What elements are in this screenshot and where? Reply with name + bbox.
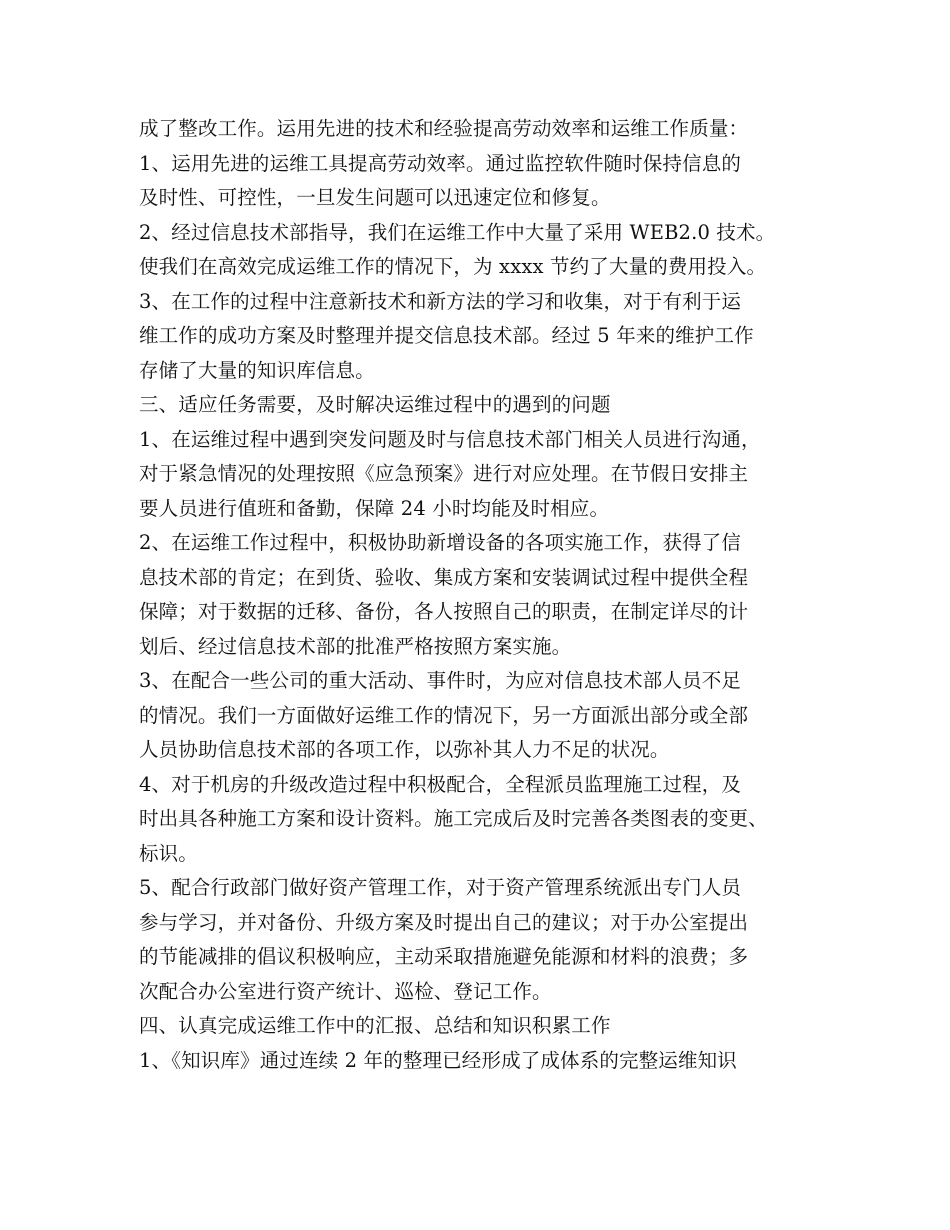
text-line: 对于紧急情况的处理按照《应急预案》进行对应处理。在节假日安排主 (139, 462, 749, 485)
text-line: 存储了大量的知识库信息。 (139, 358, 375, 382)
text-line: 人员协助信息技术部的各项工作，以弥补其人力不足的状况。 (139, 738, 670, 761)
text-line: 要人员进行值班和备勤，保障 24 小时均能及时相应。 (139, 496, 610, 520)
section-heading: 三、适应任务需要，及时解决运维过程中的遇到的问题 (139, 393, 611, 416)
text-line: 3、在工作的过程中注意新技术和新方法的学习和收集，对于有利于运 (139, 289, 742, 313)
text-line: 3、在配合一些公司的重大活动、事件时，为应对信息技术部人员不足 (139, 669, 742, 692)
text-line: 维工作的成功方案及时整理并提交信息技术部。经过 5 年来的维护工作 (139, 324, 754, 347)
text-line: 及时性、可控性，一旦发生问题可以迅速定位和修复。 (139, 186, 611, 209)
text-line: 参与学习，并对备份、升级方案及时提出自己的建议；对于办公室提出 (139, 910, 749, 934)
text-line: 的情况。我们一方面做好运维工作的情况下，另一方面派出部分或全部 (139, 703, 749, 727)
text-line: 2、经过信息技术部指导，我们在运维工作中大量了采用 WEB2.0 技术。 (139, 220, 776, 244)
text-line: 保障；对于数据的迁移、备份，各人按照自己的职责，在制定详尽的计 (139, 600, 749, 623)
text-line: 4、对于机房的升级改造过程中积极配合，全程派员监理施工过程，及 (139, 772, 742, 796)
document-body (139, 112, 819, 1078)
text-line: 5、配合行政部门做好资产管理工作，对于资产管理系统派出专门人员 (139, 876, 742, 899)
text-line: 使我们在高效完成运维工作的情况下，为 xxxx 节约了大量的费用投入。 (139, 255, 767, 278)
text-line: 1、在运维过程中遇到突发问题及时与信息技术部门相关人员进行沟通， (139, 427, 761, 451)
text-line: 2、在运维工作过程中，积极协助新增设备的各项实施工作，获得了信 (139, 531, 742, 554)
text-line: 1、运用先进的运维工具提高劳动效率。通过监控软件随时保持信息的 (139, 151, 742, 175)
section-heading: 四、认真完成运维工作中的汇报、总结和知识积累工作 (139, 1014, 611, 1037)
text-line: 时出具各种施工方案和设计资料。施工完成后及时完善各类图表的变更、 (139, 807, 768, 830)
text-line: 1、《知识库》通过连续 2 年的整理已经形成了成体系的完整运维知识 (139, 1048, 737, 1072)
text-line: 次配合办公室进行资产统计、巡检、登记工作。 (139, 979, 552, 1003)
text-line: 划后、经过信息技术部的批准严格按照方案实施。 (139, 634, 572, 658)
text-line: 的节能减排的倡议积极响应，主动采取措施避免能源和材料的浪费；多 (139, 945, 749, 968)
text-line: 成了整改工作。运用先进的技术和经验提高劳动效率和运维工作质量： (139, 117, 749, 140)
text-line: 标识。 (139, 841, 198, 865)
text-line: 息技术部的肯定；在到货、验收、集成方案和安装调试过程中提供全程 (139, 565, 749, 589)
